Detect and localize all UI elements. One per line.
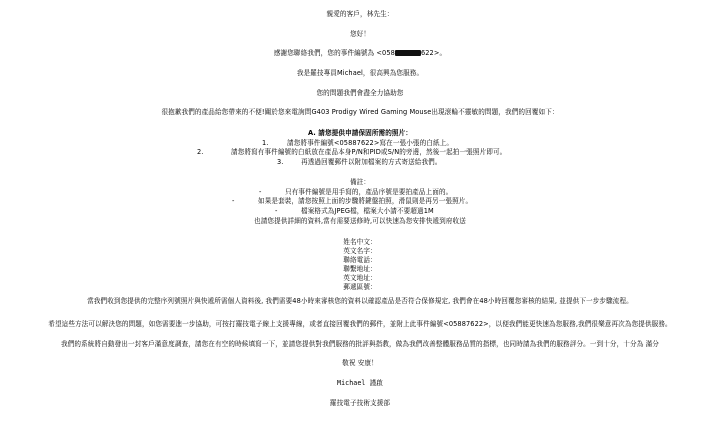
commitment-line: 您的問題我們會盡全力協助您: [316, 89, 404, 97]
step-2-text: 請您將寫有事件編號的白紙放在產品本身P/N和PID或S/N的旁邊，然後一起拍一張照片即可。: [231, 148, 507, 156]
step-2-number: 2.: [197, 148, 204, 156]
agent-intro: 我是羅技專員Michael，很高興為您服務。: [296, 69, 424, 77]
section-a-title: A. 請您提供申請保固所需的照片：: [307, 129, 413, 137]
form-field-address-en: 英文地址：: [343, 274, 377, 282]
apology-line: 很抱歉我們的產品給您帶來的不便!關於您來電詢問G403 Prodigy Wired Gaming Mouse出現滾輪不靈敏的問題，我們的回覆如下：: [161, 108, 559, 116]
case-number-line: [0, 49, 720, 58]
department-name: 羅技電子技術支援部: [329, 399, 391, 407]
step-3-number: 3.: [277, 158, 284, 166]
note-3-text: 檔案格式為JPEG檔，檔案大小請不要超過1M: [301, 207, 434, 215]
note-1-text: 只有事件編號是用手寫的，產品序號是要拍產品上面的。: [285, 188, 453, 196]
process-paragraph: 當我們收到您提供的完整序列號照片與快遞所需個人資料後, 我們需要48小時來審核您的資料以確認產品是否符合保修規定, 我們會在48小時回覆您審核的結果, 並提供下一步步驟流程。: [87, 297, 633, 305]
notes-detail: 也請您提供詳細的資料,當有需要送修時,可以快速為您安排快遞到府收送: [254, 217, 466, 225]
step-1-text: 請您將事件編號<05887622>寫在一張小張的白紙上。: [287, 139, 454, 147]
notes-title: 備註：: [349, 178, 371, 186]
signature: Michael 謹啟: [337, 379, 383, 387]
note-1-bullet: -: [259, 188, 262, 196]
note-2-bullet: -: [232, 197, 235, 205]
case-number-suffix: 622>。: [420, 49, 447, 57]
redaction-mark: [395, 50, 421, 56]
step-3-text: 再透過回覆郵件以附加檔案的方式寄送給我們。: [301, 158, 442, 166]
form-field-phone: 聯絡電話：: [343, 256, 377, 264]
closing-wish: 敬祝 安康！: [342, 359, 378, 367]
survey-paragraph: 我們的系統將自動發出一封客戶滿意度調查，請您在有空的時候填寫一下，並請您提供對我們服務的批評與指教，做為我們改善整體服務品質的指標，也同時請為我們的服務評分。一到十分，十分為 滿分: [61, 340, 659, 348]
case-number-prefix: 感謝您聯絡我們，您的事件編號為 <058: [273, 49, 395, 57]
hello-line: 您好！: [349, 30, 371, 38]
note-3-bullet: -: [275, 207, 278, 215]
form-field-name-cn: 姓名中文：: [343, 238, 377, 246]
further-help-paragraph: 希望這些方法可以解決您的問題，如您需要進一步協助，可按打羅技電子線上支援專線，或者直接回覆我們的郵件，並附上此事件編號<05887622>，以便我們能更快速為您服務,我們很樂意再次為您提供服務。: [48, 320, 672, 328]
step-1-number: 1.: [262, 139, 269, 147]
form-field-name-en: 英文名字：: [343, 247, 377, 255]
note-2-text: 如果是套裝，請您按照上面的步驟將鍵盤拍照，滑鼠則是再另一張照片。: [258, 197, 473, 205]
form-field-postal-code: 郵遞區號：: [343, 283, 377, 291]
greeting: 親愛的客戶，林先生：: [326, 10, 394, 18]
form-field-address: 聯繫地址：: [343, 265, 377, 273]
